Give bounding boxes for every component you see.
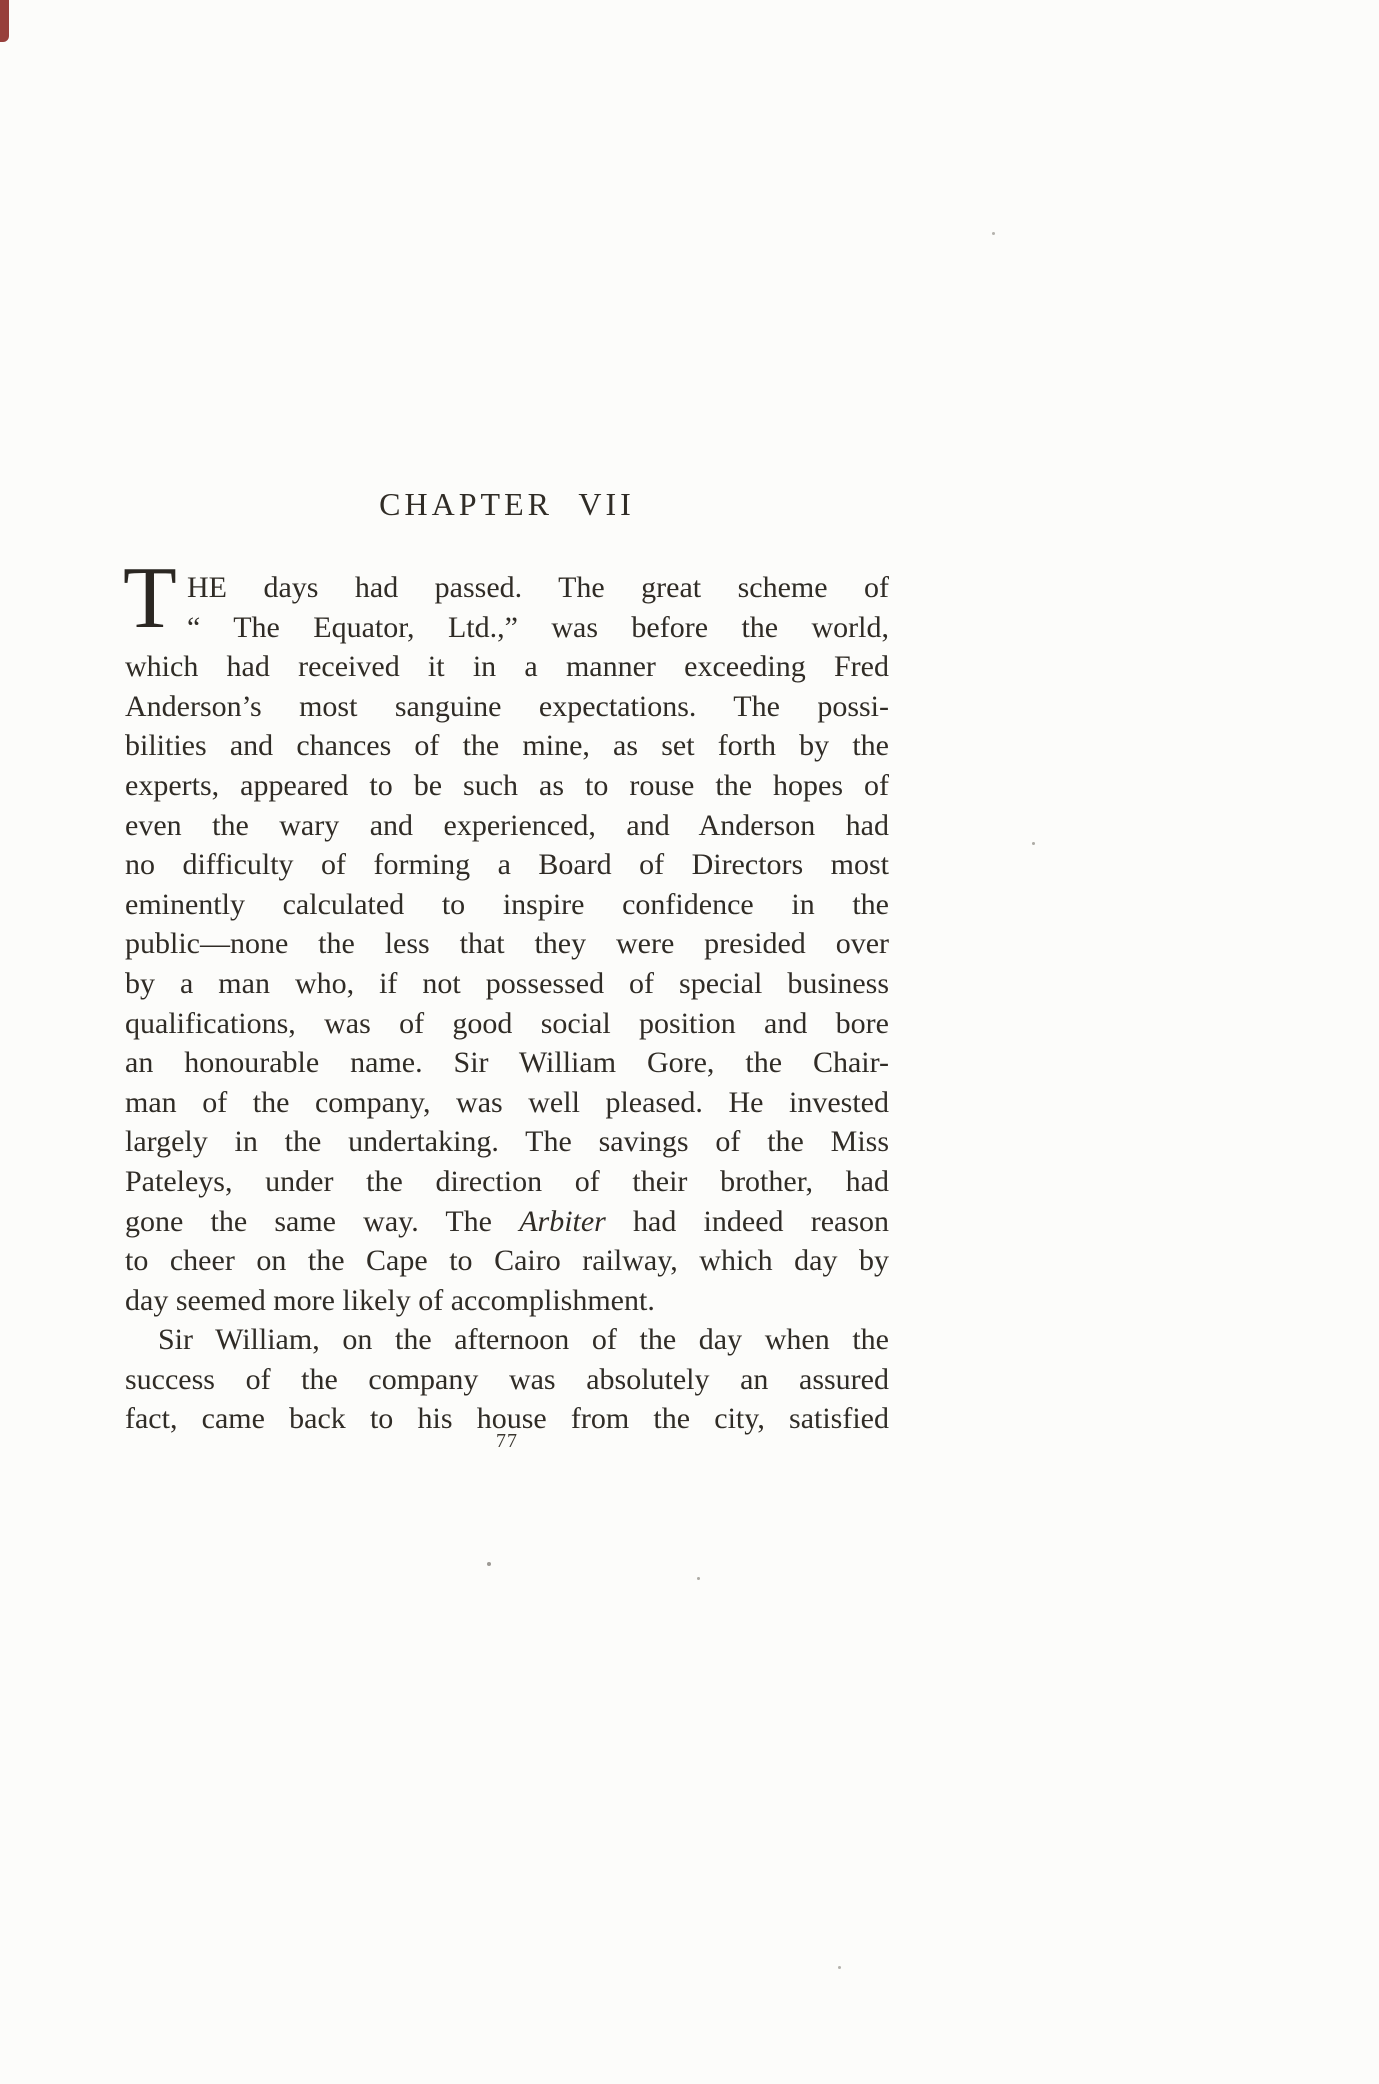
text-line: success of the company was absolutely an assured — [125, 1362, 889, 1396]
chapter-heading: CHAPTER VII — [379, 486, 635, 522]
body-text — [123, 550, 889, 1439]
text-line: largely in the undertaking. The savings of the Miss — [125, 1125, 889, 1159]
scan-speck — [838, 1966, 841, 1969]
text-line: experts, appeared to be such as to rouse the hopes of — [125, 768, 889, 802]
text-line: man of the company, was well pleased. He invested — [125, 1085, 889, 1119]
text-line: by a man who, if not possessed of special business — [125, 966, 889, 1000]
text-segment: had indeed reason — [605, 1204, 889, 1238]
text-line: which had received it in a manner exceeding Fred — [125, 650, 889, 684]
text-line: an honourable name. Sir William Gore, the Chair- — [125, 1046, 889, 1080]
text-line: HE days had passed. The great scheme of — [187, 571, 889, 604]
text-line: fact, came back to his house from the city, satisfied — [125, 1402, 889, 1436]
text-line: public—none the less that they were presided over — [125, 927, 889, 961]
page-number: 77 — [496, 1430, 518, 1452]
text-line: day seemed more likely of accomplishment. — [125, 1283, 655, 1317]
scan-speck — [487, 1562, 491, 1566]
text-line: “ The Equator, Ltd.,” was before the world, — [187, 610, 889, 644]
text-line: even the wary and experienced, and Anderson had — [125, 808, 889, 842]
italic-word: Arbiter — [519, 1204, 606, 1238]
text-line — [125, 1202, 889, 1242]
text-line: to cheer on the Cape to Cairo railway, which day by — [125, 1244, 889, 1278]
scan-speck — [992, 232, 995, 235]
text-segment: gone the same way. The — [125, 1204, 520, 1238]
text-line: no difficulty of forming a Board of Directors most — [125, 848, 889, 882]
scan-edge-artifact — [0, 0, 9, 42]
text-line: bilities and chances of the mine, as set forth by the — [125, 729, 889, 763]
drop-cap: T — [123, 550, 177, 647]
text-line: Sir William, on the afternoon of the day when the — [158, 1323, 889, 1357]
scan-speck — [697, 1577, 700, 1580]
text-line: eminently calculated to inspire confidence in the — [125, 887, 889, 921]
text-line: Pateleys, under the direction of their brother, had — [125, 1164, 889, 1198]
text-line: qualifications, was of good social position and bore — [125, 1006, 889, 1040]
text-line: Anderson’s most sanguine expectations. The possi- — [125, 689, 889, 723]
scan-speck — [1032, 842, 1035, 845]
